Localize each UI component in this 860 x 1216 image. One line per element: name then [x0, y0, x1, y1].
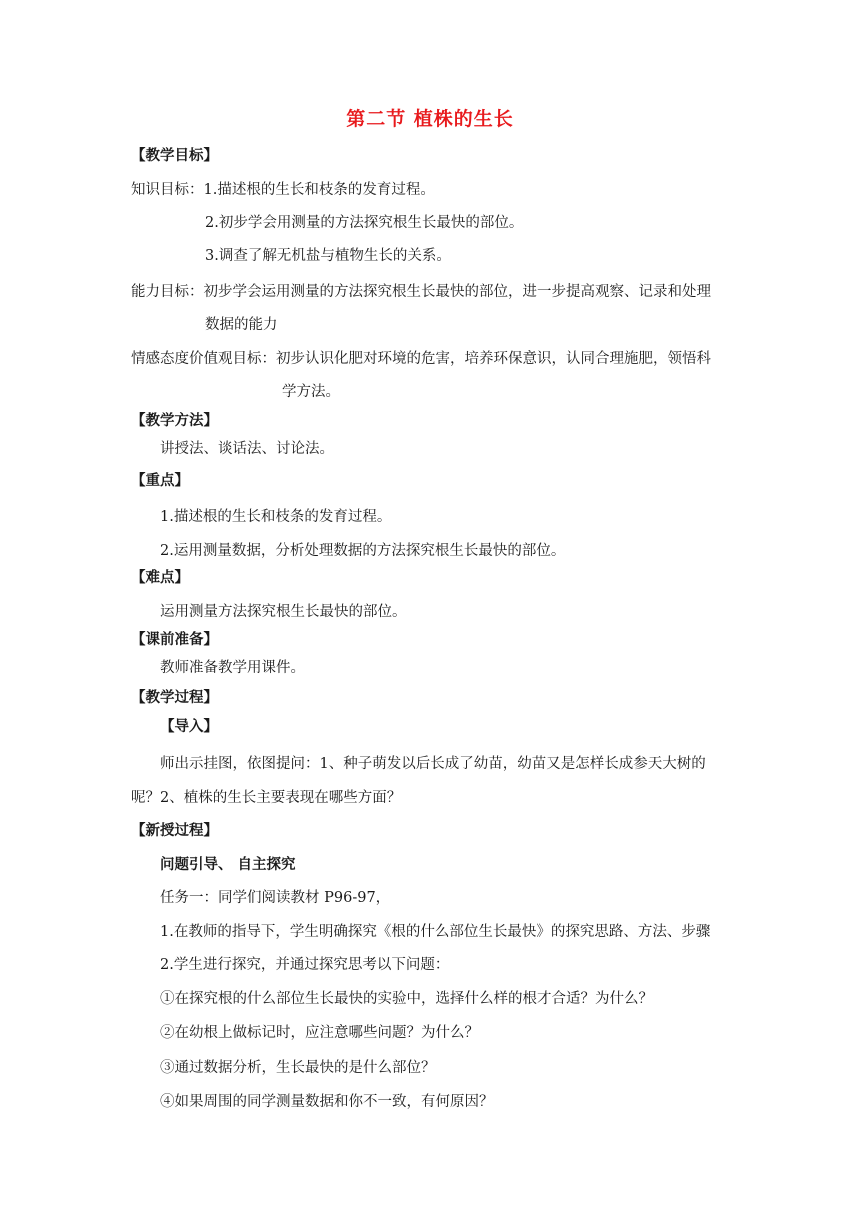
paragraph-line: 运用测量方法探究根生长最快的部位。 — [160, 604, 407, 620]
section-heading-process: 【教学过程】 — [131, 690, 218, 706]
paragraph-line: 呢？2、植株的生长主要表现在哪些方面？ — [131, 790, 402, 806]
paragraph-line: 任务一：同学们阅读教材 P96-97， — [160, 890, 391, 906]
paragraph-line: 情感态度价值观目标：初步认识化肥对环境的危害，培养环保意识，认同合理施肥，领悟科 — [131, 351, 711, 367]
paragraph-line: 1.在教师的指导下，学生明确探究《根的什么部位生长最快》的探究思路、方法、步骤 — [160, 924, 711, 940]
paragraph-line: 1.描述根的生长和枝条的发育过程。 — [160, 509, 392, 525]
paragraph-line: 2.运用测量数据，分析处理数据的方法探究根生长最快的部位。 — [160, 543, 566, 559]
page-title: 第二节 植株的生长 — [346, 108, 514, 130]
paragraph-line: ④如果周围的同学测量数据和你不一致，有何原因？ — [160, 1094, 494, 1110]
paragraph-line: 学方法。 — [282, 384, 340, 400]
subsection-heading-intro: 【导入】 — [160, 719, 218, 735]
section-heading-preparation: 【课前准备】 — [131, 632, 218, 648]
section-heading-methods: 【教学方法】 — [131, 413, 218, 429]
section-heading-key-points: 【重点】 — [131, 473, 189, 489]
paragraph-line: 数据的能力 — [205, 317, 278, 333]
paragraph-line: 知识目标：1.描述根的生长和枝条的发育过程。 — [131, 182, 435, 198]
section-heading-new-lesson: 【新授过程】 — [131, 823, 218, 839]
paragraph-line: 能力目标：初步学会运用测量的方法探究根生长最快的部位，进一步提高观察、记录和处理 — [131, 284, 711, 300]
section-heading-difficulties: 【难点】 — [131, 570, 189, 586]
paragraph-line: 3.调查了解无机盐与植物生长的关系。 — [205, 248, 451, 264]
paragraph-line: 教师准备教学用课件。 — [160, 660, 305, 676]
paragraph-line: ①在探究根的什么部位生长最快的实验中，选择什么样的根才合适？为什么？ — [160, 991, 653, 1007]
section-heading-objectives: 【教学目标】 — [131, 148, 218, 164]
paragraph-line: 师出示挂图，依图提问：1、种子萌发以后长成了幼苗，幼苗又是怎样长成参天大树的 — [160, 756, 706, 772]
paragraph-line: 2.初步学会用测量的方法探究根生长最快的部位。 — [205, 215, 524, 231]
subsection-heading-inquiry: 问题引导、 自主探究 — [160, 857, 296, 873]
paragraph-line: 讲授法、谈话法、讨论法。 — [160, 441, 334, 457]
paragraph-line: 2.学生进行探究，并通过探究思考以下问题： — [160, 957, 450, 973]
paragraph-line: ②在幼根上做标记时，应注意哪些问题？为什么？ — [160, 1025, 479, 1041]
paragraph-line: ③通过数据分析，生长最快的是什么部位？ — [160, 1060, 436, 1076]
